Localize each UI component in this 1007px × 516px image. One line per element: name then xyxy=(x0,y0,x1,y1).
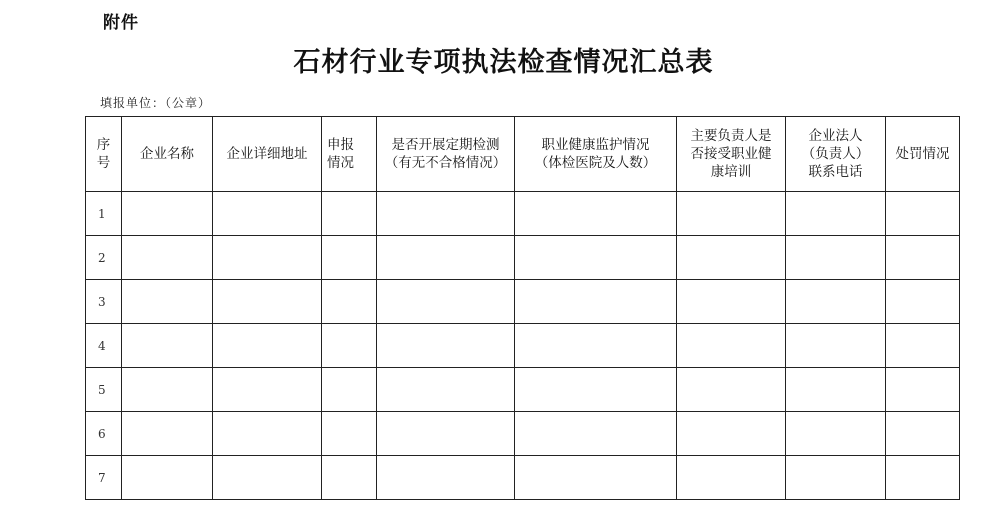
table-cell[interactable] xyxy=(213,192,322,236)
table-row xyxy=(86,368,960,412)
table-cell[interactable] xyxy=(886,280,960,324)
page-title: 石材行业专项执法检查情况汇总表 xyxy=(293,47,714,78)
table-cell[interactable] xyxy=(377,456,515,500)
table-row xyxy=(86,324,960,368)
attachment-label: 附件 xyxy=(103,13,139,33)
column-header-training: 主要负责人是 否接受职业健 康培训 xyxy=(677,117,786,192)
column-header-legal-contact: 企业法人 （负责人） 联系电话 xyxy=(786,117,886,192)
table-cell[interactable] xyxy=(886,324,960,368)
summary-table xyxy=(85,116,960,500)
table-cell[interactable] xyxy=(886,236,960,280)
table-cell[interactable] xyxy=(213,456,322,500)
table-cell[interactable] xyxy=(322,456,377,500)
table-cell[interactable] xyxy=(677,456,786,500)
table-header-row xyxy=(86,117,960,192)
row-seq-number: 5 xyxy=(86,368,122,412)
table-cell[interactable] xyxy=(886,456,960,500)
table-row xyxy=(86,456,960,500)
table-cell[interactable] xyxy=(122,412,213,456)
row-seq-number: 7 xyxy=(86,456,122,500)
table-cell[interactable] xyxy=(677,368,786,412)
table-row xyxy=(86,412,960,456)
table-cell[interactable] xyxy=(213,324,322,368)
row-seq-number: 2 xyxy=(86,236,122,280)
table-cell[interactable] xyxy=(786,236,886,280)
table-cell[interactable] xyxy=(786,280,886,324)
column-header-regular-testing: 是否开展定期检测 （有无不合格情况） xyxy=(377,117,515,192)
table-body xyxy=(86,192,960,500)
table-cell[interactable] xyxy=(677,280,786,324)
column-header-seq: 序 号 xyxy=(86,117,122,192)
row-seq-number: 4 xyxy=(86,324,122,368)
table-cell[interactable] xyxy=(377,324,515,368)
table-cell[interactable] xyxy=(677,324,786,368)
column-header-penalty: 处罚情况 xyxy=(886,117,960,192)
table-row xyxy=(86,280,960,324)
table-cell[interactable] xyxy=(322,412,377,456)
table-cell[interactable] xyxy=(515,192,677,236)
table-cell[interactable] xyxy=(122,456,213,500)
column-header-declaration: 申报 情况 xyxy=(322,117,377,192)
table-cell[interactable] xyxy=(786,192,886,236)
table-cell[interactable] xyxy=(122,236,213,280)
table-cell[interactable] xyxy=(213,412,322,456)
table-cell[interactable] xyxy=(515,456,677,500)
table-cell[interactable] xyxy=(122,192,213,236)
table-cell[interactable] xyxy=(322,236,377,280)
column-header-address: 企业详细地址 xyxy=(213,117,322,192)
table-cell[interactable] xyxy=(377,412,515,456)
table-cell[interactable] xyxy=(786,324,886,368)
table-cell[interactable] xyxy=(515,280,677,324)
table-cell[interactable] xyxy=(377,192,515,236)
table-row xyxy=(86,192,960,236)
table-cell[interactable] xyxy=(213,280,322,324)
table-cell[interactable] xyxy=(786,412,886,456)
row-seq-number: 6 xyxy=(86,412,122,456)
table-cell[interactable] xyxy=(377,368,515,412)
table-cell[interactable] xyxy=(322,280,377,324)
table-cell[interactable] xyxy=(213,236,322,280)
column-header-health-monitoring: 职业健康监护情况 （体检医院及人数） xyxy=(515,117,677,192)
table-cell[interactable] xyxy=(886,192,960,236)
table-cell[interactable] xyxy=(322,192,377,236)
table-cell[interactable] xyxy=(886,412,960,456)
table-cell[interactable] xyxy=(122,324,213,368)
fill-unit-label: 填报单位：（公章） xyxy=(100,96,212,110)
table-cell[interactable] xyxy=(886,368,960,412)
table-cell[interactable] xyxy=(122,368,213,412)
table-cell[interactable] xyxy=(122,280,213,324)
table-cell[interactable] xyxy=(786,368,886,412)
table-cell[interactable] xyxy=(515,236,677,280)
table-cell[interactable] xyxy=(515,412,677,456)
table-cell[interactable] xyxy=(677,412,786,456)
table-row xyxy=(86,236,960,280)
table-cell[interactable] xyxy=(322,324,377,368)
table-cell[interactable] xyxy=(377,280,515,324)
table-cell[interactable] xyxy=(515,368,677,412)
table-cell[interactable] xyxy=(213,368,322,412)
column-header-company-name: 企业名称 xyxy=(122,117,213,192)
table-cell[interactable] xyxy=(322,368,377,412)
table-cell[interactable] xyxy=(677,192,786,236)
table-cell[interactable] xyxy=(786,456,886,500)
table-cell[interactable] xyxy=(515,324,677,368)
row-seq-number: 3 xyxy=(86,280,122,324)
table-cell[interactable] xyxy=(377,236,515,280)
row-seq-number: 1 xyxy=(86,192,122,236)
table-cell[interactable] xyxy=(677,236,786,280)
